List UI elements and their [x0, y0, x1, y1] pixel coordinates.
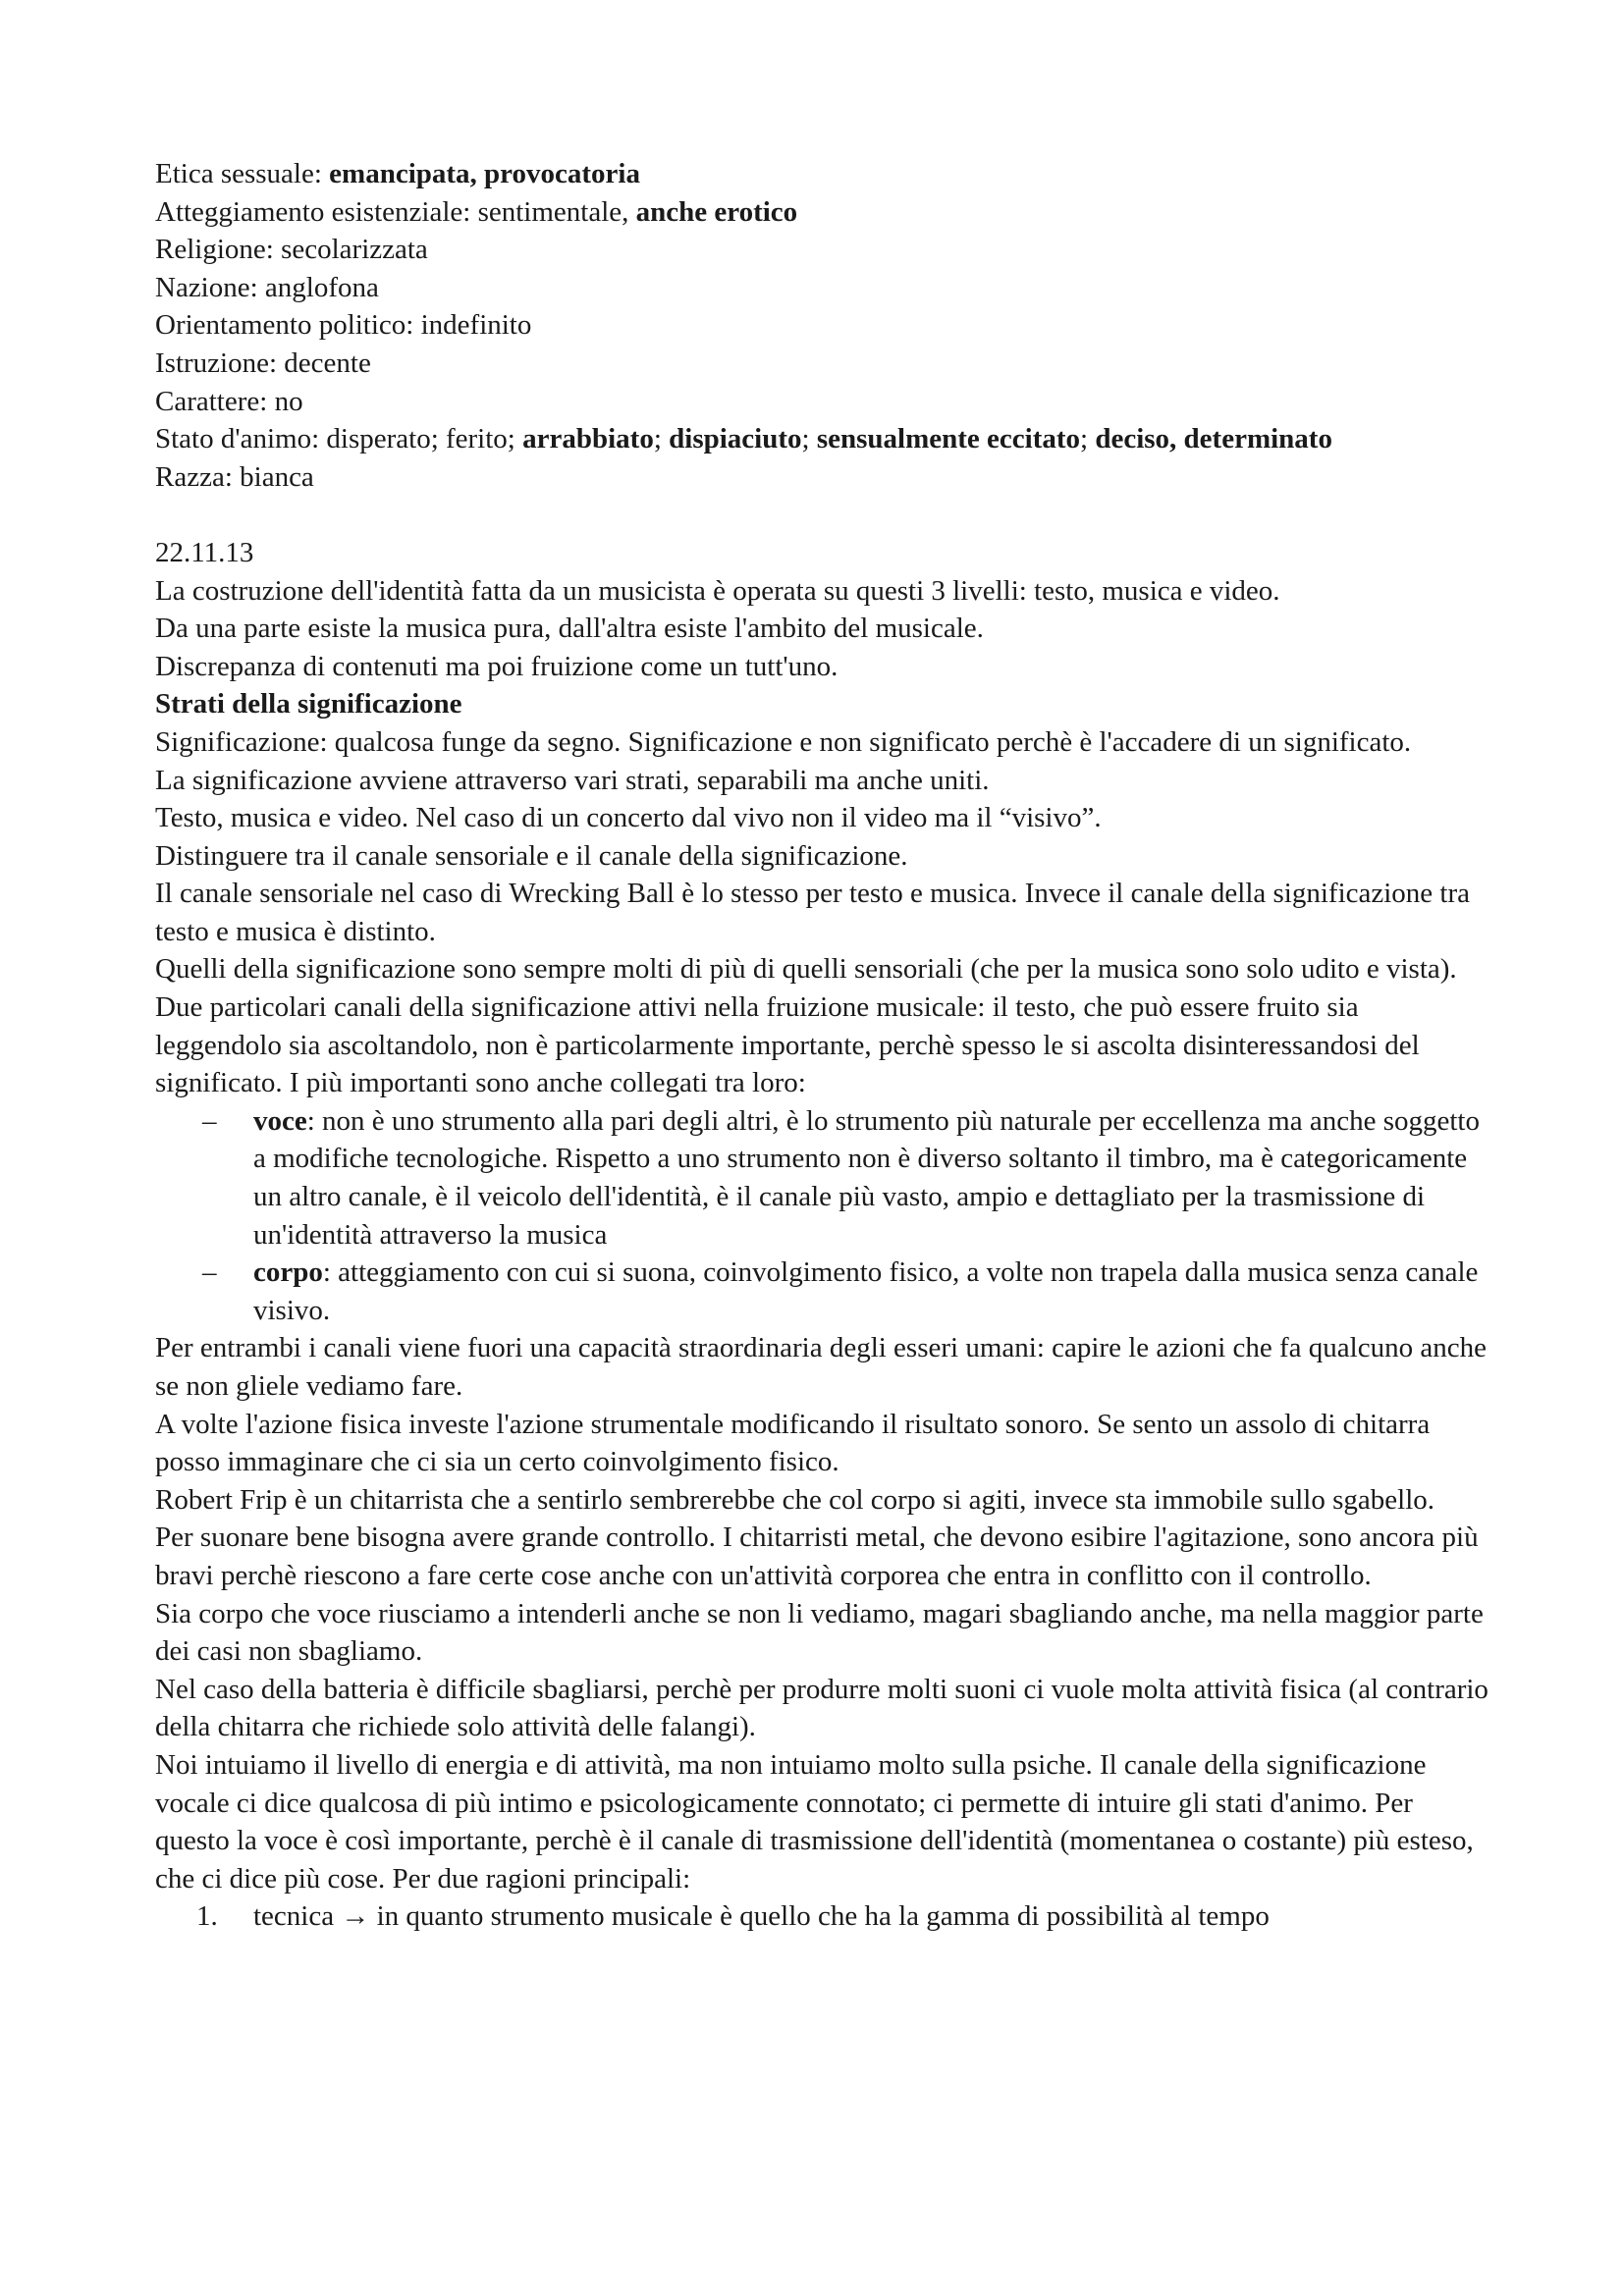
section-heading: Strati della significazione [155, 688, 462, 721]
paragraph: Due particolari canali della significazione attivi nella fruizione musicale: il testo, che può essere fruito sia leggendolo sia ascoltandolo, non è particolarmente importante, perchè spesso le si ascolta disinteressandosi del significato. I più importanti sono anche collegati tra loro: [155, 991, 1420, 1099]
dash-bullet: – [202, 1256, 217, 1289]
profile-line: Religione: secolarizzata [155, 234, 428, 266]
stato-animo-line: Stato d'animo: disperato; ferito; arrabbiato; dispiaciuto; sensualmente eccitato; deciso, determinato [155, 423, 1332, 455]
paragraph: Per entrambi i canali viene fuori una capacità straordinaria degli esseri umani: capire le azioni che fa qualcuno anche se non gliele vediamo fare. [155, 1332, 1487, 1402]
list-number: 1. [196, 1900, 218, 1933]
paragraph: Testo, musica e video. Nel caso di un concerto dal vivo non il video ma il “visivo”. [155, 802, 1102, 834]
date-line: 22.11.13 [155, 536, 254, 568]
razza-line: Razza: bianca [155, 460, 314, 493]
list-item: 1. tecnica → in quanto strumento musicale è quello che ha la gamma di possibilità al tempo [155, 1897, 1490, 1936]
intro-paragraph: Discrepanza di contenuti ma poi fruizione come un tutt'uno. [155, 650, 839, 682]
profile-line: Nazione: anglofona [155, 271, 379, 303]
list-item: – voce: non è uno strumento alla pari degli altri, è lo strumento più naturale per eccellenza ma anche soggetto a modifiche tecnologiche. Rispetto a uno strumento non è diverso soltanto il timbro, ma è categoricamente un altro canale, è il veicolo dell'identità, è il canale più vasto, ampio e dettagliato per la trasmissione di un'identità attraverso la musica [155, 1102, 1490, 1254]
paragraph: Robert Frip è un chitarrista che a sentirlo sembrerebbe che col corpo si agiti, invece sta immobile sullo sgabello. [155, 1483, 1435, 1516]
paragraph: Per suonare bene bisogna avere grande controllo. I chitarristi metal, che devono esibire l'agitazione, sono ancora più bravi perchè riescono a fare certe cose anche con un'attività corporea che entra in conflitto con il controllo. [155, 1522, 1479, 1591]
dash-bullet: – [202, 1104, 217, 1137]
intro-paragraph: La costruzione dell'identità fatta da un musicista è operata su questi 3 livelli: testo, musica e video. [155, 574, 1280, 607]
dash-list [155, 1102, 1490, 1330]
blank-line [155, 496, 1490, 534]
profile-line: Istruzione: decente [155, 347, 371, 379]
paragraph: Sia corpo che voce riusciamo a intenderli anche se non li vediamo, magari sbagliando anche, ma nella maggior parte dei casi non sbagliamo. [155, 1597, 1484, 1668]
paragraph: Noi intuiamo il livello di energia e di attività, ma non intuiamo molto sulla psiche. Il canale della significazione vocale ci dice qualcosa di più intimo e psicologicamente connotato; ci permette di intuire gli stati d'animo. Per questo la voce è così importante, perchè è il canale di trasmissione dell'identità (momentanea o costante) più esteso, che ci dice più cose. Per due ragioni principali: [155, 1748, 1474, 1895]
paragraph: Significazione: qualcosa funge da segno. Significazione e non significato perchè è l'accadere di un significato. [155, 725, 1412, 758]
profile-line: Etica sessuale: emancipata, provocatoria [155, 158, 640, 189]
profile-line: Atteggiamento esistenziale: sentimentale, anche erotico [155, 195, 798, 228]
profile-line: Carattere: no [155, 385, 303, 417]
list-item: – corpo: atteggiamento con cui si suona, coinvolgimento fisico, a volte non trapela dalla musica senza canale visivo. [155, 1254, 1490, 1329]
paragraph: Distinguere tra il canale sensoriale e il canale della significazione. [155, 839, 908, 872]
document-body [155, 155, 1490, 1936]
paragraph: A volte l'azione fisica investe l'azione strumentale modificando il risultato sonoro. Se sento un assolo di chitarra posso immaginare che ci sia un certo coinvolgimento fisico. [155, 1408, 1431, 1478]
paragraph: La significazione avviene attraverso vari strati, separabili ma anche uniti. [155, 764, 990, 796]
profile-line: Orientamento politico: indefinito [155, 309, 532, 342]
paragraph: Nel caso della batteria è difficile sbagliarsi, perchè per produrre molti suoni ci vuole molta attività fisica (al contrario della chitarra che richiede solo attività delle falangi). [155, 1673, 1488, 1743]
intro-paragraph: Da una parte esiste la musica pura, dall'altra esiste l'ambito del musicale. [155, 613, 984, 645]
paragraph: Quelli della significazione sono sempre molti di più di quelli sensoriali (che per la musica sono solo udito e vista). [155, 953, 1457, 986]
numbered-list [155, 1897, 1490, 1936]
paragraph: Il canale sensoriale nel caso di Wrecking Ball è lo stesso per testo e musica. Invece il canale della significazione tra testo e musica è distinto. [155, 878, 1471, 947]
